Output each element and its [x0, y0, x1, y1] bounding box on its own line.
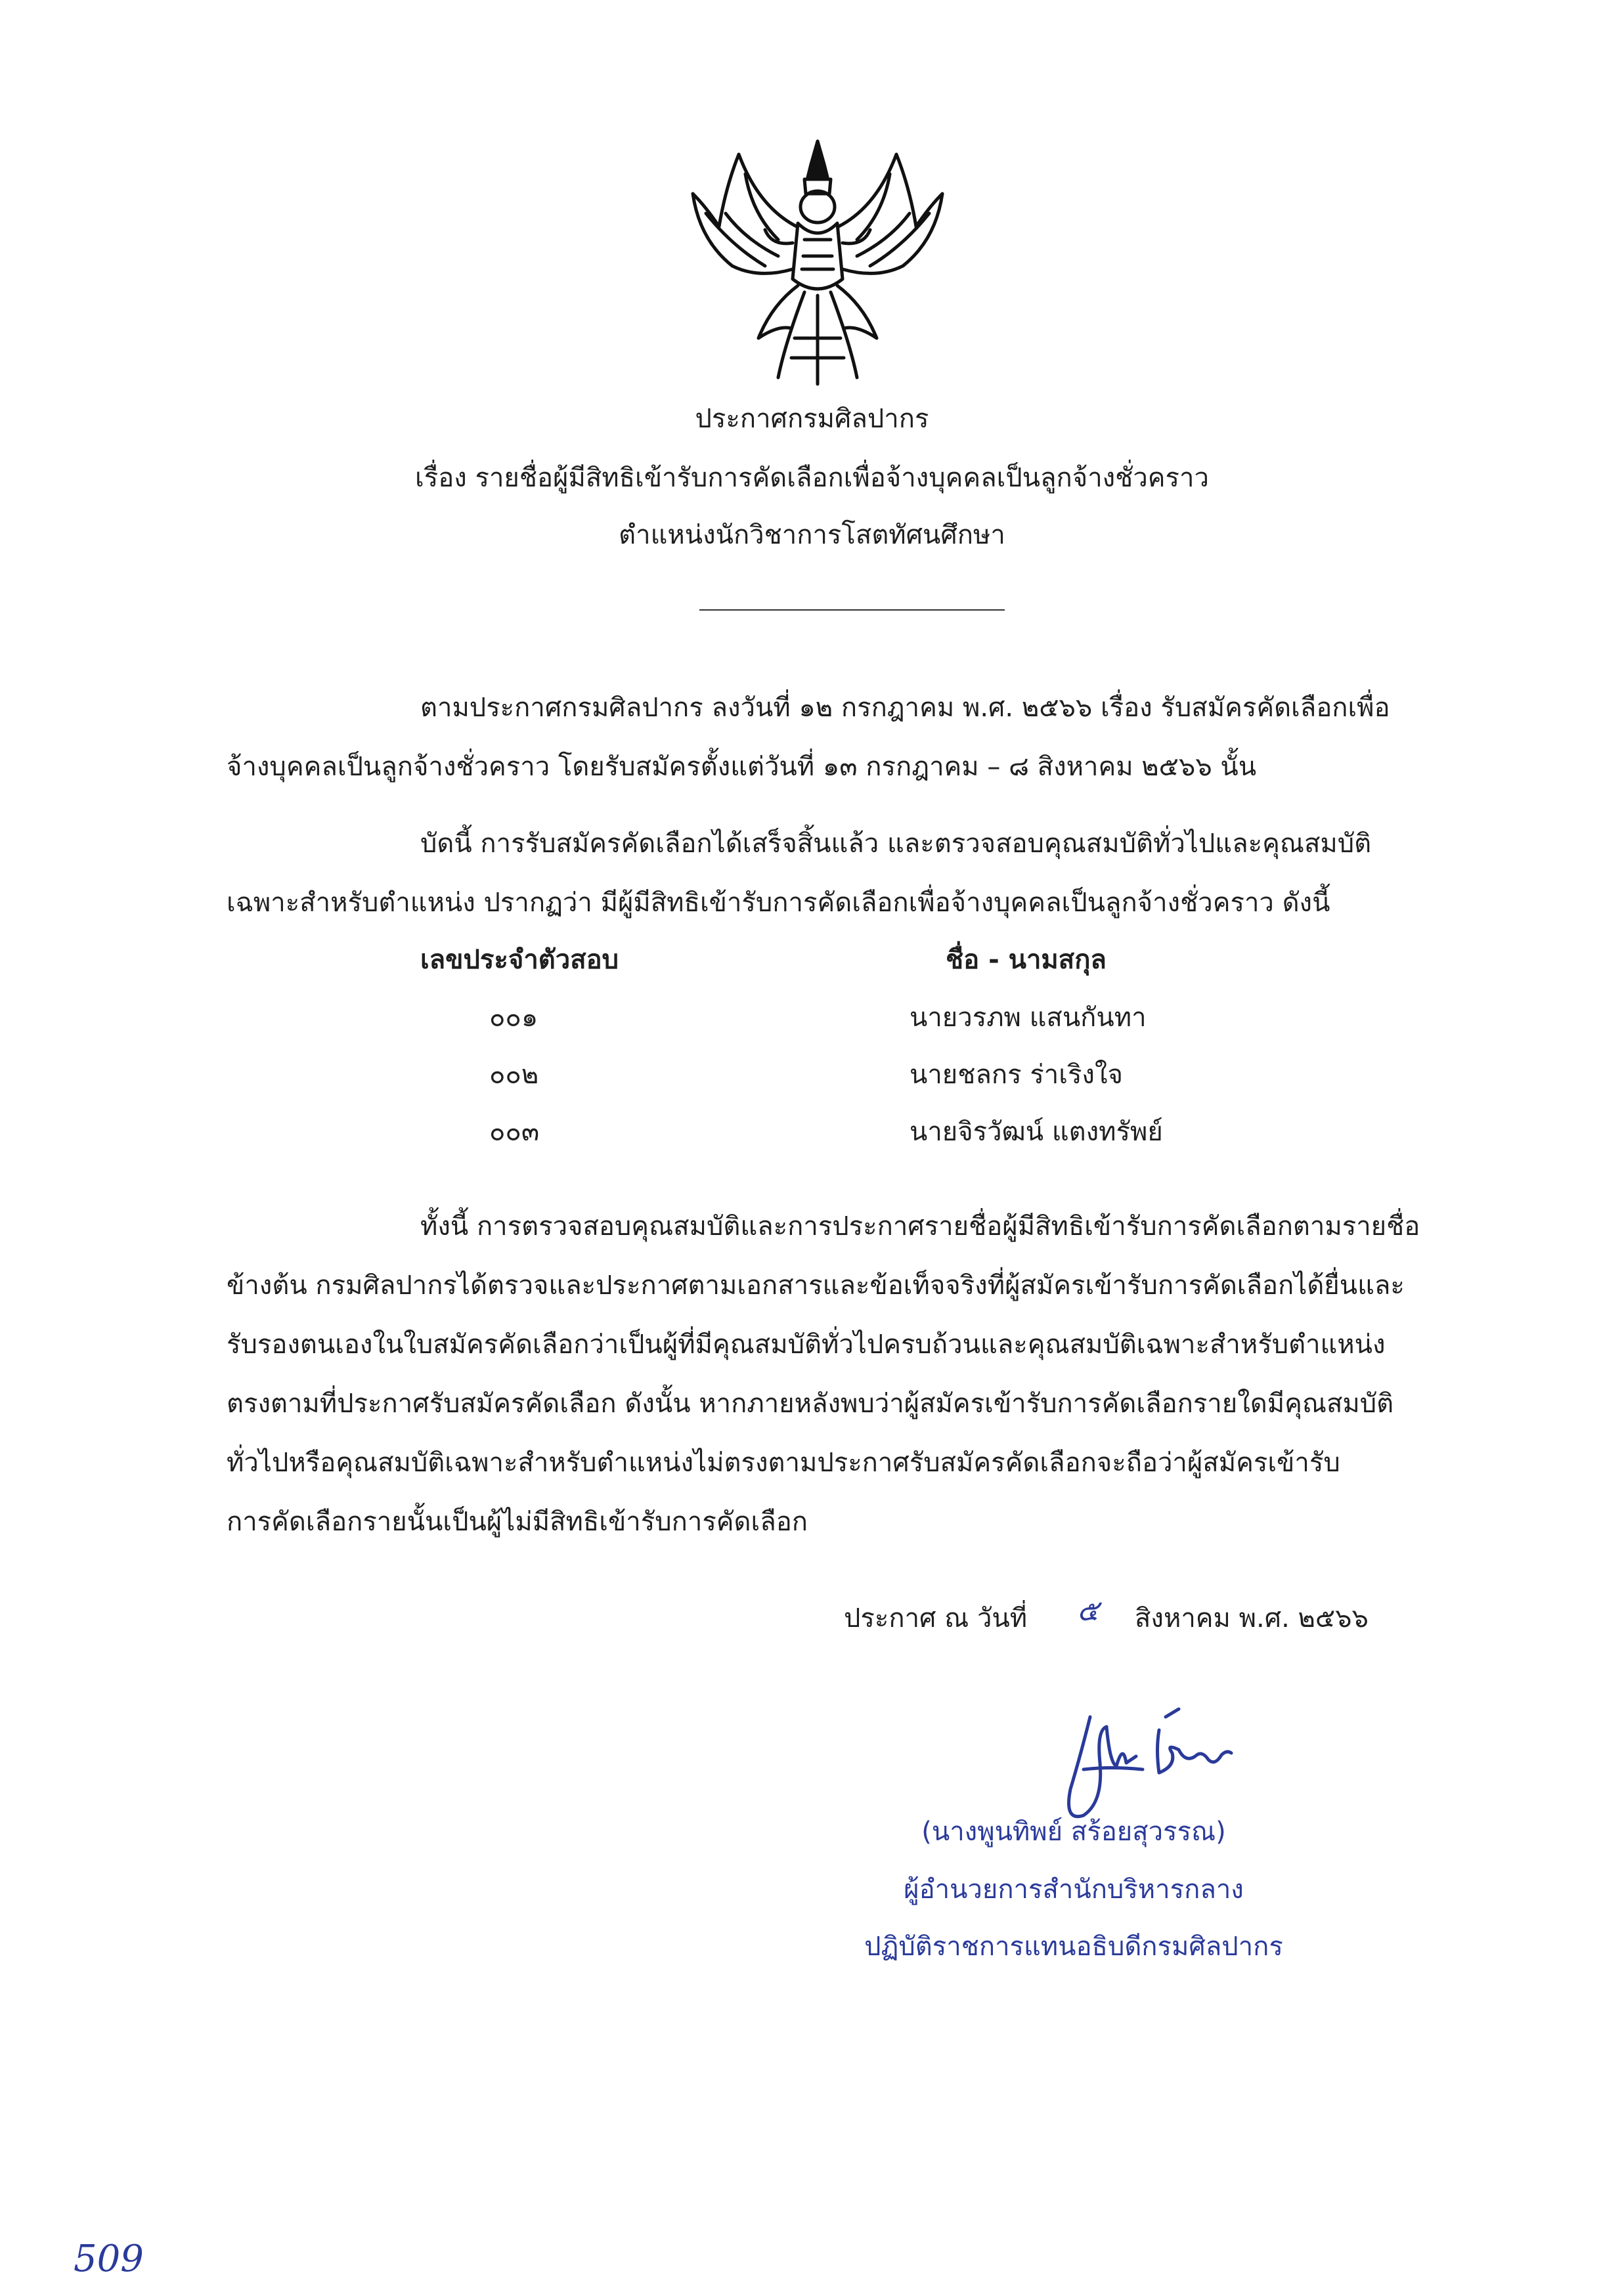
- announcement-subject: เรื่อง รายชื่อผู้มีสิทธิเข้ารับการคัดเลือกเพื่อจ้างบุคคลเป็นลูกจ้างชั่วคราว: [415, 463, 1209, 493]
- table-row-id: ๐๐๑: [489, 1003, 538, 1033]
- table-row-id: ๐๐๓: [489, 1117, 540, 1147]
- announcement-title: ประกาศกรมศิลปากร: [695, 404, 929, 434]
- para1-line1: ตามประกาศกรมศิลปากร ลงวันที่ ๑๒ กรกฎาคม พ.ศ. ๒๕๖๖ เรื่อง รับสมัครคัดเลือกเพื่อ: [420, 693, 1390, 723]
- page-number: 509: [74, 2238, 144, 2280]
- title-divider: [699, 609, 1005, 611]
- table-row-name: นายจิรวัฒน์ แตงทรัพย์: [910, 1117, 1163, 1147]
- column-header-name: ชื่อ - นามสกุล: [946, 945, 1107, 975]
- para1-line2: จ้างบุคคลเป็นลูกจ้างชั่วคราว โดยรับสมัครตั้งแต่วันที่ ๑๓ กรกฎาคม – ๘ สิงหาคม ๒๕๖๖ นั้น: [227, 752, 1257, 782]
- signer-acting: ปฏิบัติราชการแทนอธิบดีกรมศิลปากร: [864, 1932, 1283, 1962]
- table-row-name: นายวรภพ แสนกันทา: [910, 1003, 1147, 1033]
- para3-line3: รับรองตนเองในใบสมัครคัดเลือกว่าเป็นผู้ที่มีคุณสมบัติทั่วไปครบถ้วนและคุณสมบัติเฉพาะสำหรับตำแหน่ง: [227, 1330, 1386, 1360]
- para2-line1: บัดนี้ การรับสมัครคัดเลือกได้เสร็จสิ้นแล้ว และตรวจสอบคุณสมบัติทั่วไปและคุณสมบัติ: [420, 829, 1372, 859]
- para2-line2: เฉพาะสำหรับตำแหน่ง ปรากฏว่า มีผู้มีสิทธิเข้ารับการคัดเลือกเพื่อจ้างบุคคลเป็นลูกจ้างชั่วคราว ดังนี้: [227, 888, 1330, 918]
- table-row-name: นายชลกร ร่าเริงใจ: [910, 1060, 1123, 1090]
- garuda-emblem-icon: [680, 128, 955, 391]
- signer-name: (นางพูนทิพย์ สร้อยสุวรรณ): [921, 1817, 1226, 1847]
- signer-title: ผู้อำนวยการสำนักบริหารกลาง: [904, 1874, 1244, 1905]
- para3-line5: ทั่วไปหรือคุณสมบัติเฉพาะสำหรับตำแหน่งไม่ตรงตามประกาศรับสมัครคัดเลือกจะถือว่าผู้สมัครเข้ารับ: [227, 1448, 1340, 1478]
- para3-line2: ข้างต้น กรมศิลปากรได้ตรวจและประกาศตามเอกสารและข้อเท็จจริงที่ผู้สมัครเข้ารับการคัดเลือกได้ยื่นและ: [227, 1270, 1405, 1301]
- announce-day: ๕: [1077, 1594, 1099, 1628]
- announce-date-prefix: ประกาศ ณ วันที่: [844, 1603, 1028, 1634]
- handwritten-signature: [1044, 1704, 1254, 1835]
- para3-line1: ทั้งนี้ การตรวจสอบคุณสมบัติและการประกาศรายชื่อผู้มีสิทธิเข้ารับการคัดเลือกตามรายชื่อ: [420, 1211, 1420, 1242]
- column-header-id: เลขประจำตัวสอบ: [420, 945, 619, 975]
- announce-date-suffix: สิงหาคม พ.ศ. ๒๕๖๖: [1135, 1603, 1369, 1634]
- para3-line4: ตรงตามที่ประกาศรับสมัครคัดเลือก ดังนั้น หากภายหลังพบว่าผู้สมัครเข้ารับการคัดเลือกรายใดมีคุณสมบัติ: [227, 1389, 1394, 1419]
- para3-line6: การคัดเลือกรายนั้นเป็นผู้ไม่มีสิทธิเข้ารับการคัดเลือก: [227, 1507, 808, 1537]
- table-row-id: ๐๐๒: [489, 1060, 539, 1090]
- announcement-position: ตำแหน่งนักวิชาการโสตทัศนศึกษา: [619, 520, 1005, 550]
